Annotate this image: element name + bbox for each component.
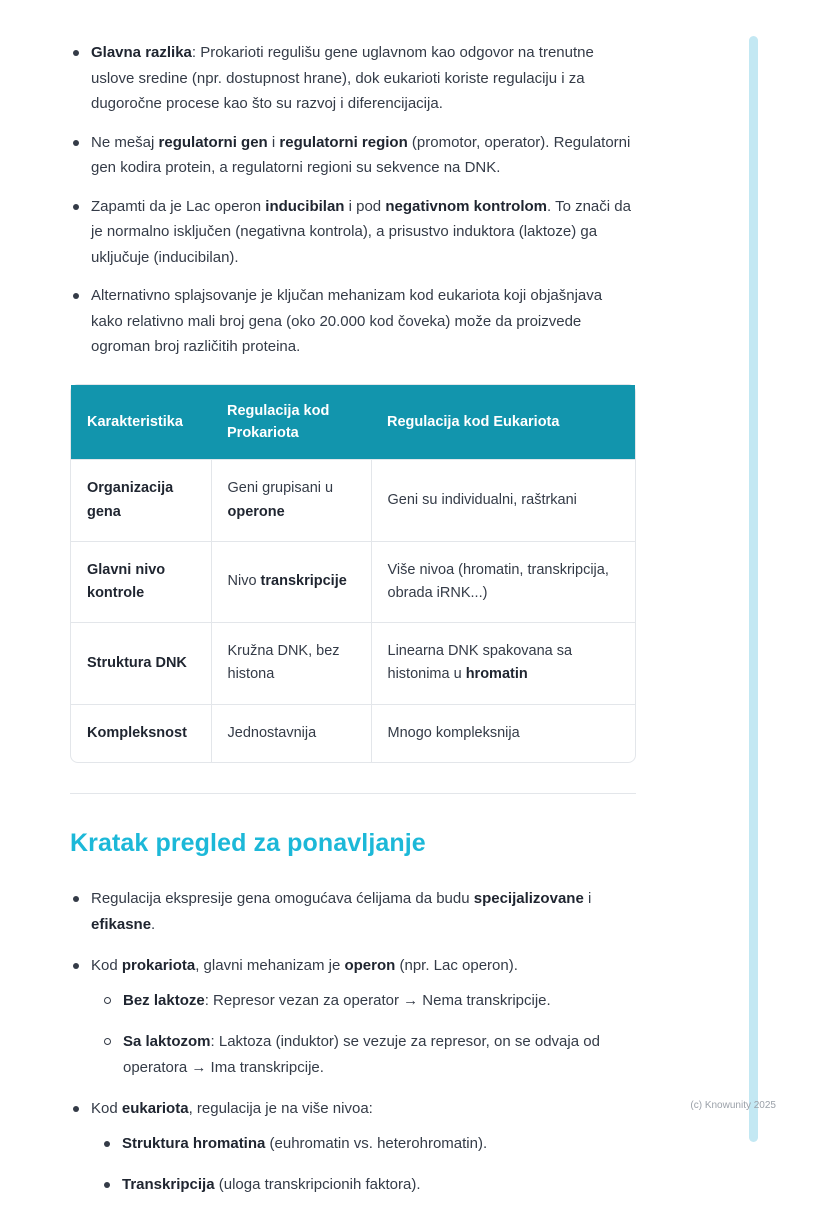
bullet-marker [73,293,79,299]
comparison-table [71,385,635,762]
comparison-table-wrap [70,384,636,763]
bullet-text: Zapamti da je Lac operon inducibilan i pod negativnom kontrolom. To znači da je normalno isključen (negativna kontrola), a prisustvo induktora (laktoze) ga uključuje (inducibilan). [91,197,631,266]
table-header-cell: Regulacija kod Prokariota [211,385,371,460]
table-cell: Kompleksnost [71,704,211,762]
table-cell: Nivo transkripcije [211,541,371,622]
list-item [101,1029,636,1080]
table-cell: Jednostavnija [211,704,371,762]
table-header-cell: Regulacija kod Eukariota [371,385,635,460]
table-row [71,704,635,762]
bullet-text: Transkripcija (uloga transkripcionih faktora). [122,1176,421,1194]
summary-list [70,886,636,1198]
list-item [70,40,636,117]
table-cell: Mnogo kompleksnija [371,704,635,762]
bullet-text: Ne mešaj regulatorni gen i regulatorni region (promotor, operator). Regulatorni gen kodira protein, a regulatorni regioni su sekvence na DNK. [91,133,631,176]
section-divider [70,793,636,794]
bullet-text: Sa laktozom: Laktoza (induktor) se vezuje za represor, on se odvaja od operatora → Ima transkripcije. [123,1033,600,1076]
table-header-cell: Karakteristika [71,385,211,460]
table-cell: Geni grupisani u operone [211,460,371,541]
bullet-marker [104,1182,110,1188]
bullet-marker [104,1038,111,1045]
table-row [71,460,635,541]
table-body [71,460,635,762]
bullet-marker [73,896,79,902]
table-cell: Kružna DNK, bez histona [211,623,371,704]
list-item [101,988,636,1014]
bullet-text: Regulacija ekspresije gena omogućava ćelijama da budu specijalizovane i efikasne. [91,890,592,933]
list-item [70,1096,636,1198]
scrollbar-track[interactable] [749,36,758,1142]
list-item [70,886,636,937]
bullet-text: Kod eukariota, regulacija je na više nivoa: Struktura hromatina (euhromatin vs. heterohromatin). Transkripcija (uloga transkripcionih faktora). [91,1096,636,1198]
list-item [101,1172,636,1198]
bullet-text: Struktura hromatina (euhromatin vs. heterohromatin). [122,1134,488,1152]
table-cell: Više nivoa (hromatin, transkripcija, obrada iRNK...) [371,541,635,622]
key-notes-list [70,40,636,360]
list-item [70,194,636,271]
footer-copyright: (c) Knowunity 2025 [690,1100,776,1111]
document-content [70,40,636,1214]
list-item [70,283,636,360]
table-cell: Organizacija gena [71,460,211,541]
bullet-marker [73,140,79,146]
bullet-text: Bez laktoze: Represor vezan za operator → Nema transkripcije. [123,991,551,1009]
table-cell: Geni su individualni, raštrkani [371,460,635,541]
section-title: Kratak pregled za ponavljanje [70,828,426,857]
table-cell: Struktura DNK [71,623,211,704]
bullet-marker [73,1106,79,1112]
sub-list [101,1131,636,1198]
bullet-marker [73,50,79,56]
bullet-marker [73,204,79,210]
list-item [70,953,636,1080]
table-header-row [71,385,635,460]
table-row [71,623,635,704]
bullet-text: Alternativno splajsovanje je ključan mehanizam kod eukariota koji objašnjava kako relativno mali broj gena (oko 20.000 kod čoveka) može da proizvede ogroman broj različitih proteina. [91,287,603,355]
table-row [71,541,635,622]
list-item [70,130,636,181]
table-cell: Glavni nivo kontrole [71,541,211,622]
bullet-marker [104,997,111,1004]
list-item [101,1131,636,1157]
bullet-marker [104,1141,110,1147]
bullet-text: Glavna razlika: Prokarioti regulišu gene uglavnom kao odgovor na trenutne uslove sredine (npr. dostupnost hrane), dok eukarioti koriste regulaciju i za dugoročne procese kao što su razvoj i diferencijacija. [91,44,594,112]
bullet-marker [73,963,79,969]
sub-list [101,988,636,1081]
bullet-text: Kod prokariota, glavni mehanizam je operon (npr. Lac operon). Bez laktoze: Represor vezan za operator → Nema transkripcije. Sa laktozom: Laktoza (induktor) se vezuje za represor, on se odvaja od operatora → Ima transkripcije. [91,953,636,1080]
table-cell: Linearna DNK spakovana sa histonima u hromatin [371,623,635,704]
